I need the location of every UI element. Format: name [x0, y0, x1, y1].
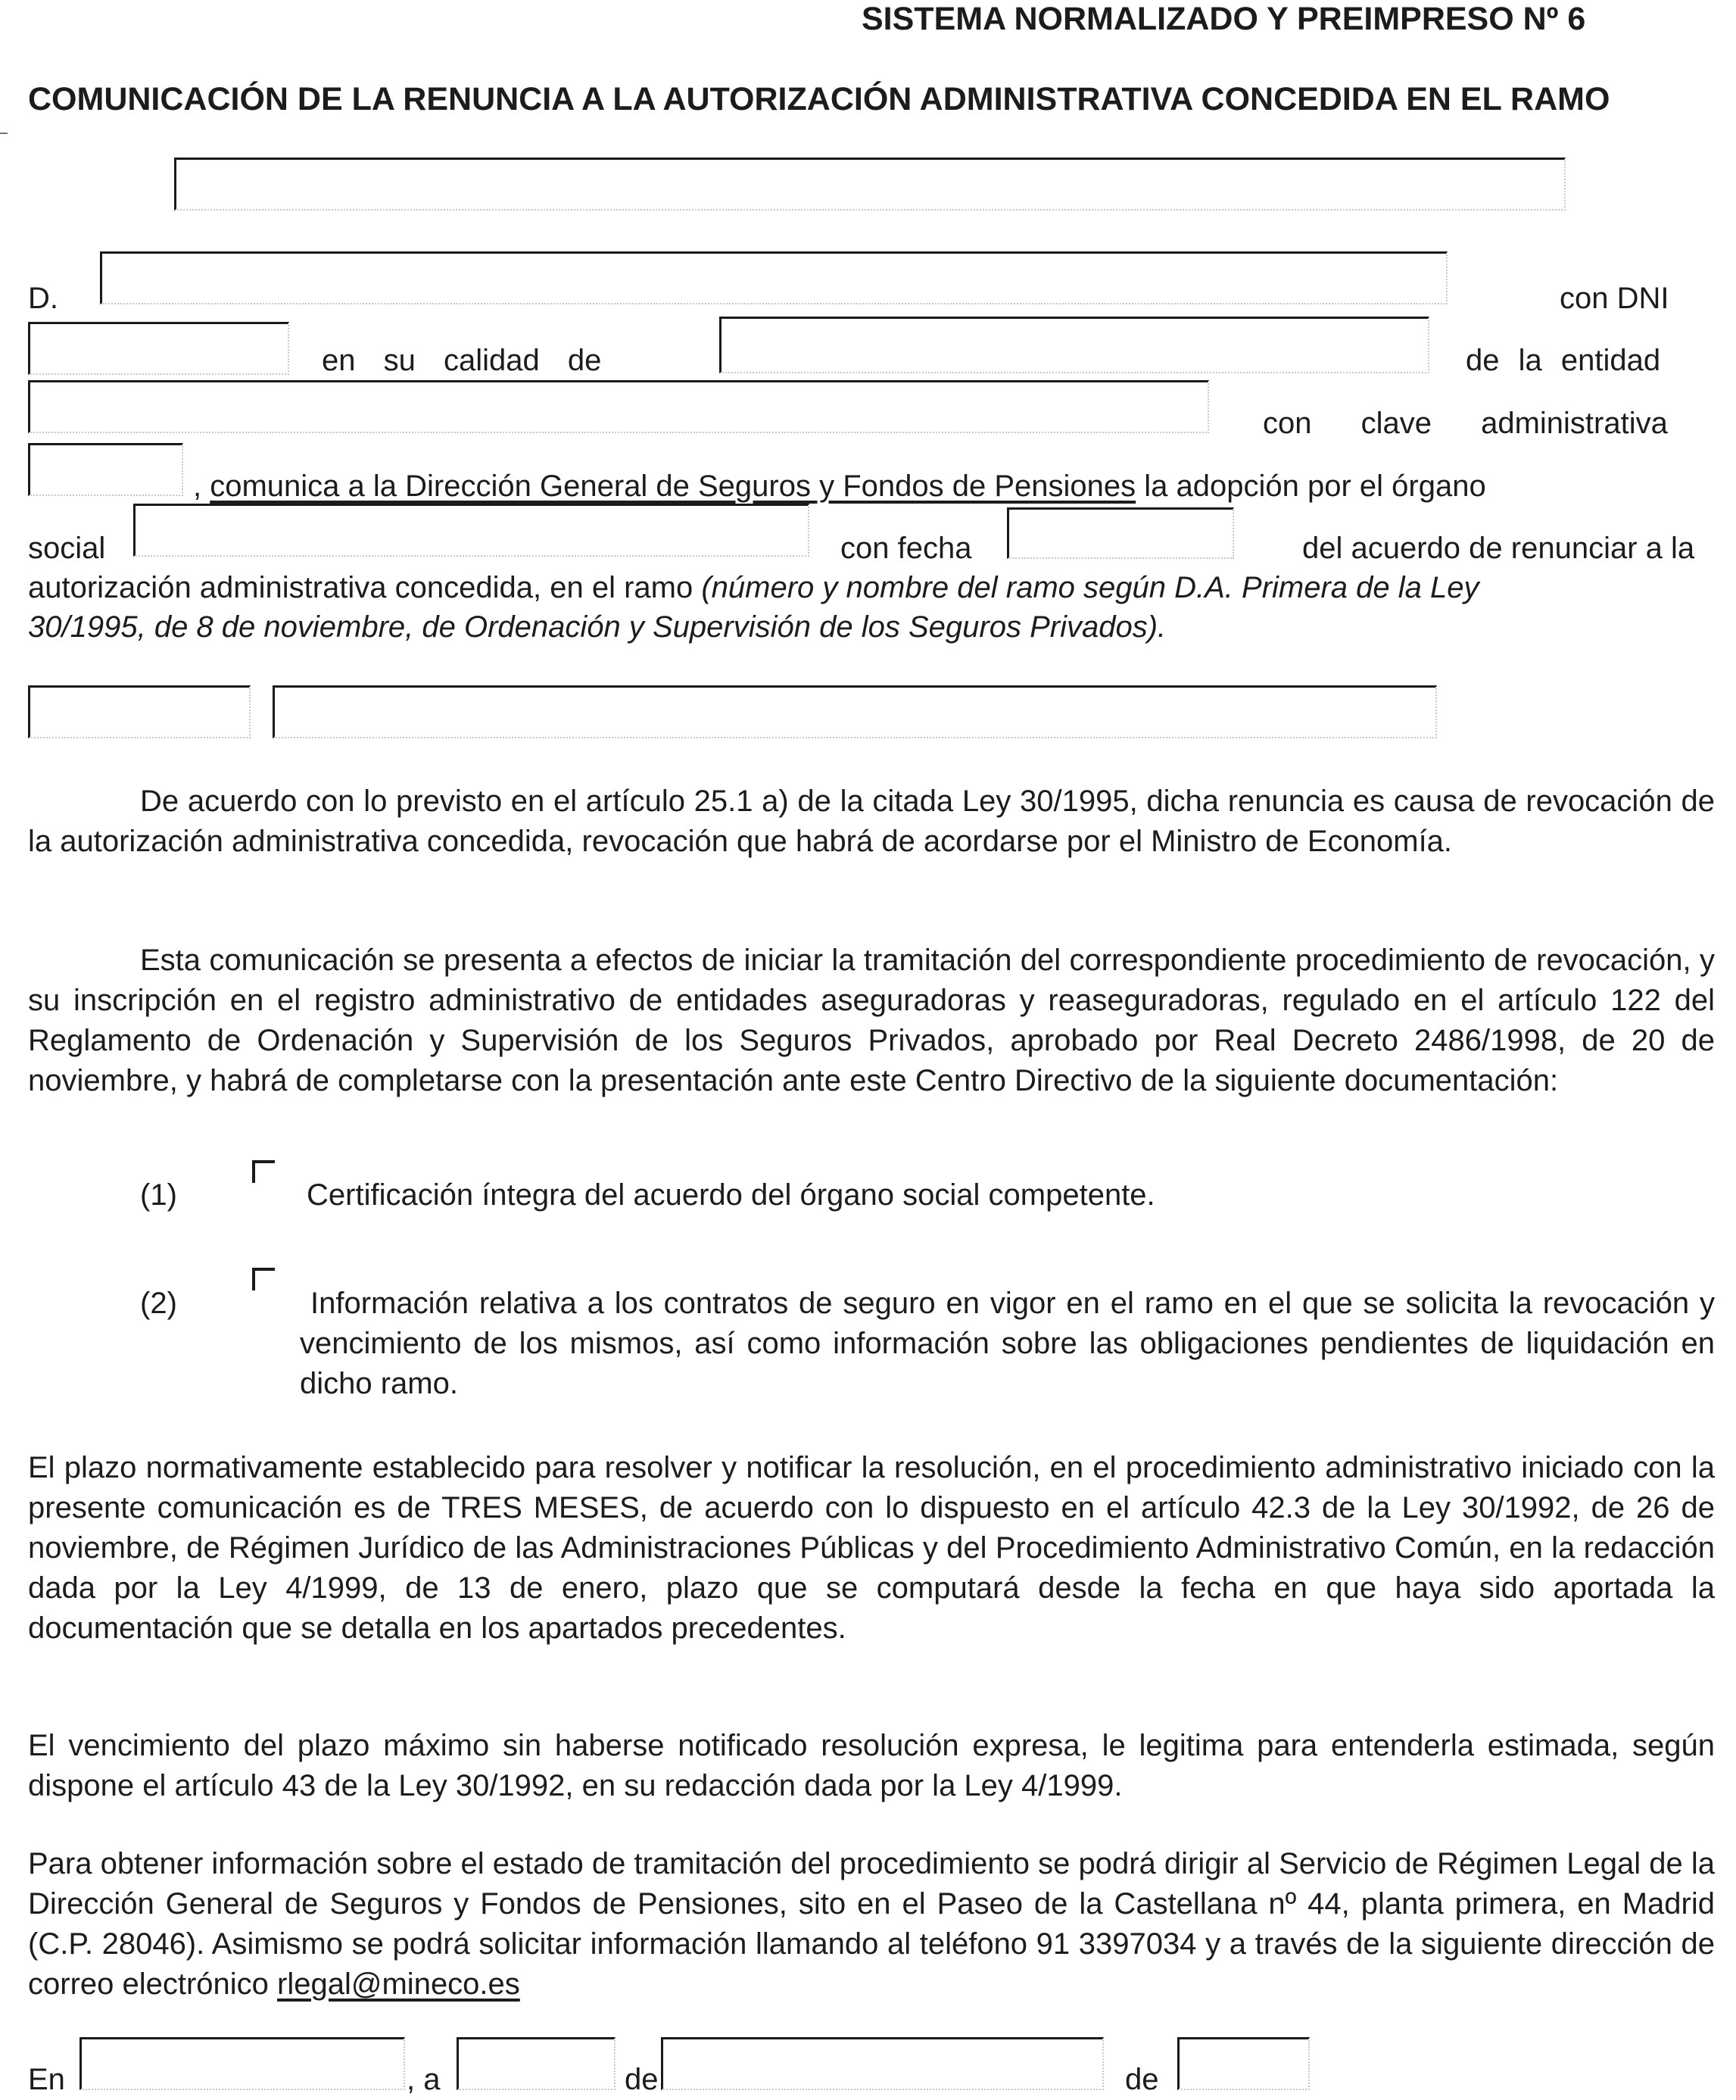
comunica-line [193, 468, 1486, 504]
paragraph-2 [28, 941, 1715, 1101]
label-en-su-calidad-de: en su calidad de [322, 344, 602, 377]
label-d: D. [28, 282, 58, 315]
comunica-underlined: comunica a la Dirección General de Seguros y Fondos de Pensiones [210, 470, 1136, 503]
mes-field[interactable] [661, 2037, 1104, 2090]
label-de-la-entidad: de la entidad [1466, 344, 1661, 377]
ramo-note-line1: (número y nombre del ramo según D.A. Primera de la Ley [701, 571, 1479, 604]
email-link[interactable]: rlegal@mineco.es [277, 1967, 520, 2001]
page-edge-marker [0, 133, 8, 134]
label-comma-a: , a [407, 2063, 441, 2096]
entidad-field[interactable] [28, 380, 1209, 433]
document-1-text: Certificación íntegra del acuerdo del órgano social competente. [307, 1178, 1155, 1212]
label-con-dni: con DNI [1560, 282, 1669, 315]
paragraph-1-text: De acuerdo con lo previsto en el artículo 25.1 a) de la citada Ley 30/1995, dicha renuncia es causa de revocación de la autorización administrativa concedida, revocación que habrá de acordarse por el Ministro de Economía. [28, 785, 1715, 858]
paragraph-5-text: Para obtener información sobre el estado de tramitación del procedimiento se podrá dirigir al Servicio de Régimen Legal de la Dirección General de Seguros y Fondos de Pensiones, sito en el Paseo de la Castellana nº 44, planta primera, en Madrid (C.P. 28046). Asimismo se podrá solicitar información llamando al teléfono 91 3397034 y a través de la siguiente dirección de correo electrónico [28, 1847, 1715, 2001]
nombre-field[interactable] [100, 251, 1448, 304]
comunica-prefix: , [193, 470, 210, 503]
comunica-suffix: la adopción por el órgano [1136, 470, 1486, 503]
label-en: En [28, 2063, 65, 2096]
document-2-text: Información relativa a los contratos de seguro en vigor en el ramo en el que se solicita la revocación y vencimiento de los mismos, así como información sobre las obligaciones pendientes de liquidación en dicho ramo. [300, 1287, 1715, 1400]
label-de-2: de [1125, 2063, 1159, 2096]
document-2-number: (2) [140, 1287, 177, 1320]
anio-field[interactable] [1177, 2037, 1310, 2090]
cargo-field[interactable] [719, 317, 1429, 373]
ramo-field[interactable] [174, 158, 1566, 211]
paragraph-4: El vencimiento del plazo máximo sin haberse notificado resolución expresa, le legitima para entenderla estimada, según dispone el artículo 43 de la Ley 30/1992, en su redacción dada por la Ley 4/1999. [28, 1729, 1715, 1802]
paragraph-1 [28, 782, 1715, 862]
document-1-checkbox[interactable] [252, 1160, 275, 1183]
label-del-acuerdo: del acuerdo de renunciar a la [1302, 532, 1695, 565]
autorizacion-text: autorización administrativa concedida, en el ramo [28, 571, 702, 604]
ramo-nombre-field[interactable] [273, 685, 1437, 738]
dia-field[interactable] [457, 2037, 616, 2090]
lugar-field[interactable] [79, 2037, 405, 2090]
clave-field[interactable] [28, 443, 183, 496]
paragraph-3: El plazo normativamente establecido para resolver y notificar la resolución, en el procedimiento administrativo iniciado con la presente comunicación es de TRES MESES, de acuerdo con lo dispuesto en el artículo 42.3 de la Ley 30/1992, de 26 de noviembre, de Régimen Jurídico de las Administraciones Públicas y del Procedimiento Administrativo Común, en la redacción dada por la Ley 4/1999, de 13 de enero, plazo que se computará desde la fecha en que haya sido aportada la documentación que se detalla en los apartados precedentes. [28, 1451, 1715, 1645]
system-title: SISTEMA NORMALIZADO Y PREIMPRESO Nº 6 [862, 1, 1586, 37]
label-social: social [28, 532, 106, 565]
label-con-clave-administrativa: con clave administrativa [1263, 407, 1668, 440]
form-title: COMUNICACIÓN DE LA RENUNCIA A LA AUTORIZACIÓN ADMINISTRATIVA CONCEDIDA EN EL RAMO [28, 81, 1610, 117]
autorizacion-line [28, 569, 1479, 606]
document-1-number: (1) [140, 1178, 177, 1212]
dni-field[interactable] [28, 322, 289, 375]
paragraph-5 [28, 1844, 1715, 2005]
organo-social-field[interactable] [133, 504, 809, 557]
fecha-acuerdo-field[interactable] [1007, 507, 1234, 559]
paragraph-2-text: Esta comunicación se presenta a efectos de iniciar la tramitación del correspondiente procedimiento de revocación, y su inscripción en el registro administrativo de entidades aseguradoras y reaseguradoras, regulado en el artículo 122 del Reglamento de Ordenación y Supervisión de los Seguros Privados, aprobado por Real Decreto 2486/1998, de 20 de noviembre, y habrá de completarse con la presentación ante este Centro Directivo de la siguiente documentación: [28, 944, 1715, 1097]
ramo-numero-field[interactable] [28, 685, 251, 738]
ramo-note-line2: 30/1995, de 8 de noviembre, de Ordenación y Supervisión de los Seguros Privados). [28, 610, 1167, 644]
document-2-checkbox[interactable] [252, 1268, 275, 1290]
label-de-1: de [625, 2063, 659, 2096]
label-con-fecha: con fecha [840, 532, 972, 565]
